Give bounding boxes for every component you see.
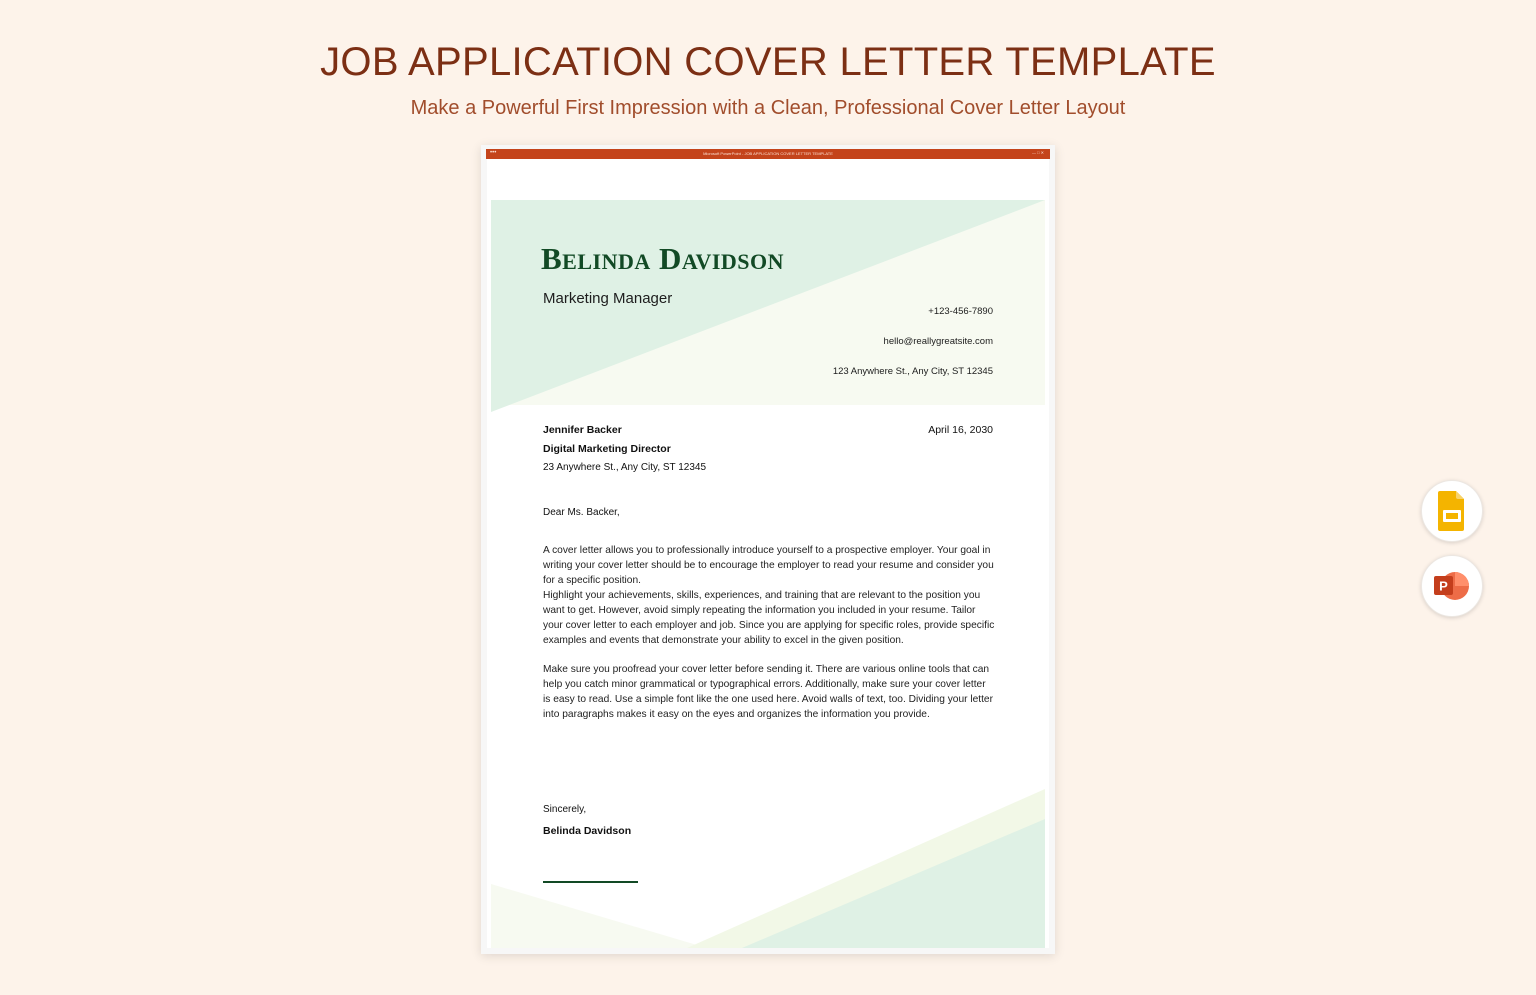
window-title: Microsoft PowerPoint - JOB APPLICATION COVER LETTER TEMPLATE [703, 151, 833, 156]
sender-email: hello@reallygreatsite.com [883, 336, 993, 347]
svg-text:P: P [1439, 578, 1448, 594]
powerpoint-icon [1422, 556, 1482, 616]
signature-line [543, 881, 638, 883]
powerpoint-format-button[interactable] [1421, 555, 1483, 617]
body-paragraph-3: Make sure you proofread your cover letter before sending it. There are various online tools that can help you catch minor grammatical or typographical errors. Additionally, make sure your cover letter is easy to read. Use a simple font like the one used here. Avoid walls of text, too. Dividing your letter into paragraphs makes it easy on the eyes and organizes the information you provide. [543, 664, 993, 720]
letter-document [487, 159, 1049, 948]
recipient-name: Jennifer Backer [543, 424, 622, 436]
closing: Sincerely, [543, 804, 587, 815]
recipient-address: 23 Anywhere St., Any City, ST 12345 [543, 462, 707, 473]
salutation: Dear Ms. Backer, [543, 507, 620, 518]
page-title: JOB APPLICATION COVER LETTER TEMPLATE [320, 40, 1216, 84]
body-paragraph-2: Highlight your achievements, skills, experiences, and training that are relevant to the position you want to get. However, avoid simply repeating the information you included in your resume. Tailor your cover letter to each employer and job. Since you are applying for specific roles, provide specific examples and events that demonstrate your ability to excel in the given position. [543, 590, 995, 646]
signature-name: Belinda Davidson [543, 825, 632, 837]
footer-cream-left [491, 884, 707, 948]
window-titlebar [486, 149, 1050, 159]
sender-phone: +123-456-7890 [928, 306, 993, 317]
window-dots-icon: ••• [490, 150, 497, 156]
body-paragraph-1: A cover letter allows you to professionally introduce yourself to a prospective employer. Your goal in writing your cover letter should be to encourage the employer to read your resume and consider you for a specific position. [543, 545, 994, 586]
letter-date: April 16, 2030 [928, 424, 993, 436]
recipient-title: Digital Marketing Director [543, 443, 671, 455]
sender-name: Belinda Davidson [541, 241, 785, 276]
sender-role: Marketing Manager [543, 290, 673, 307]
template-preview-window[interactable] [481, 145, 1055, 954]
page-subtitle: Make a Powerful First Impression with a Clean, Professional Cover Letter Layout [410, 97, 1126, 119]
google-slides-icon [1422, 481, 1482, 541]
window-controls-icon[interactable]: — □ ✕ [1032, 150, 1044, 155]
sender-address: 123 Anywhere St., Any City, ST 12345 [832, 366, 993, 377]
google-slides-format-button[interactable] [1421, 480, 1483, 542]
